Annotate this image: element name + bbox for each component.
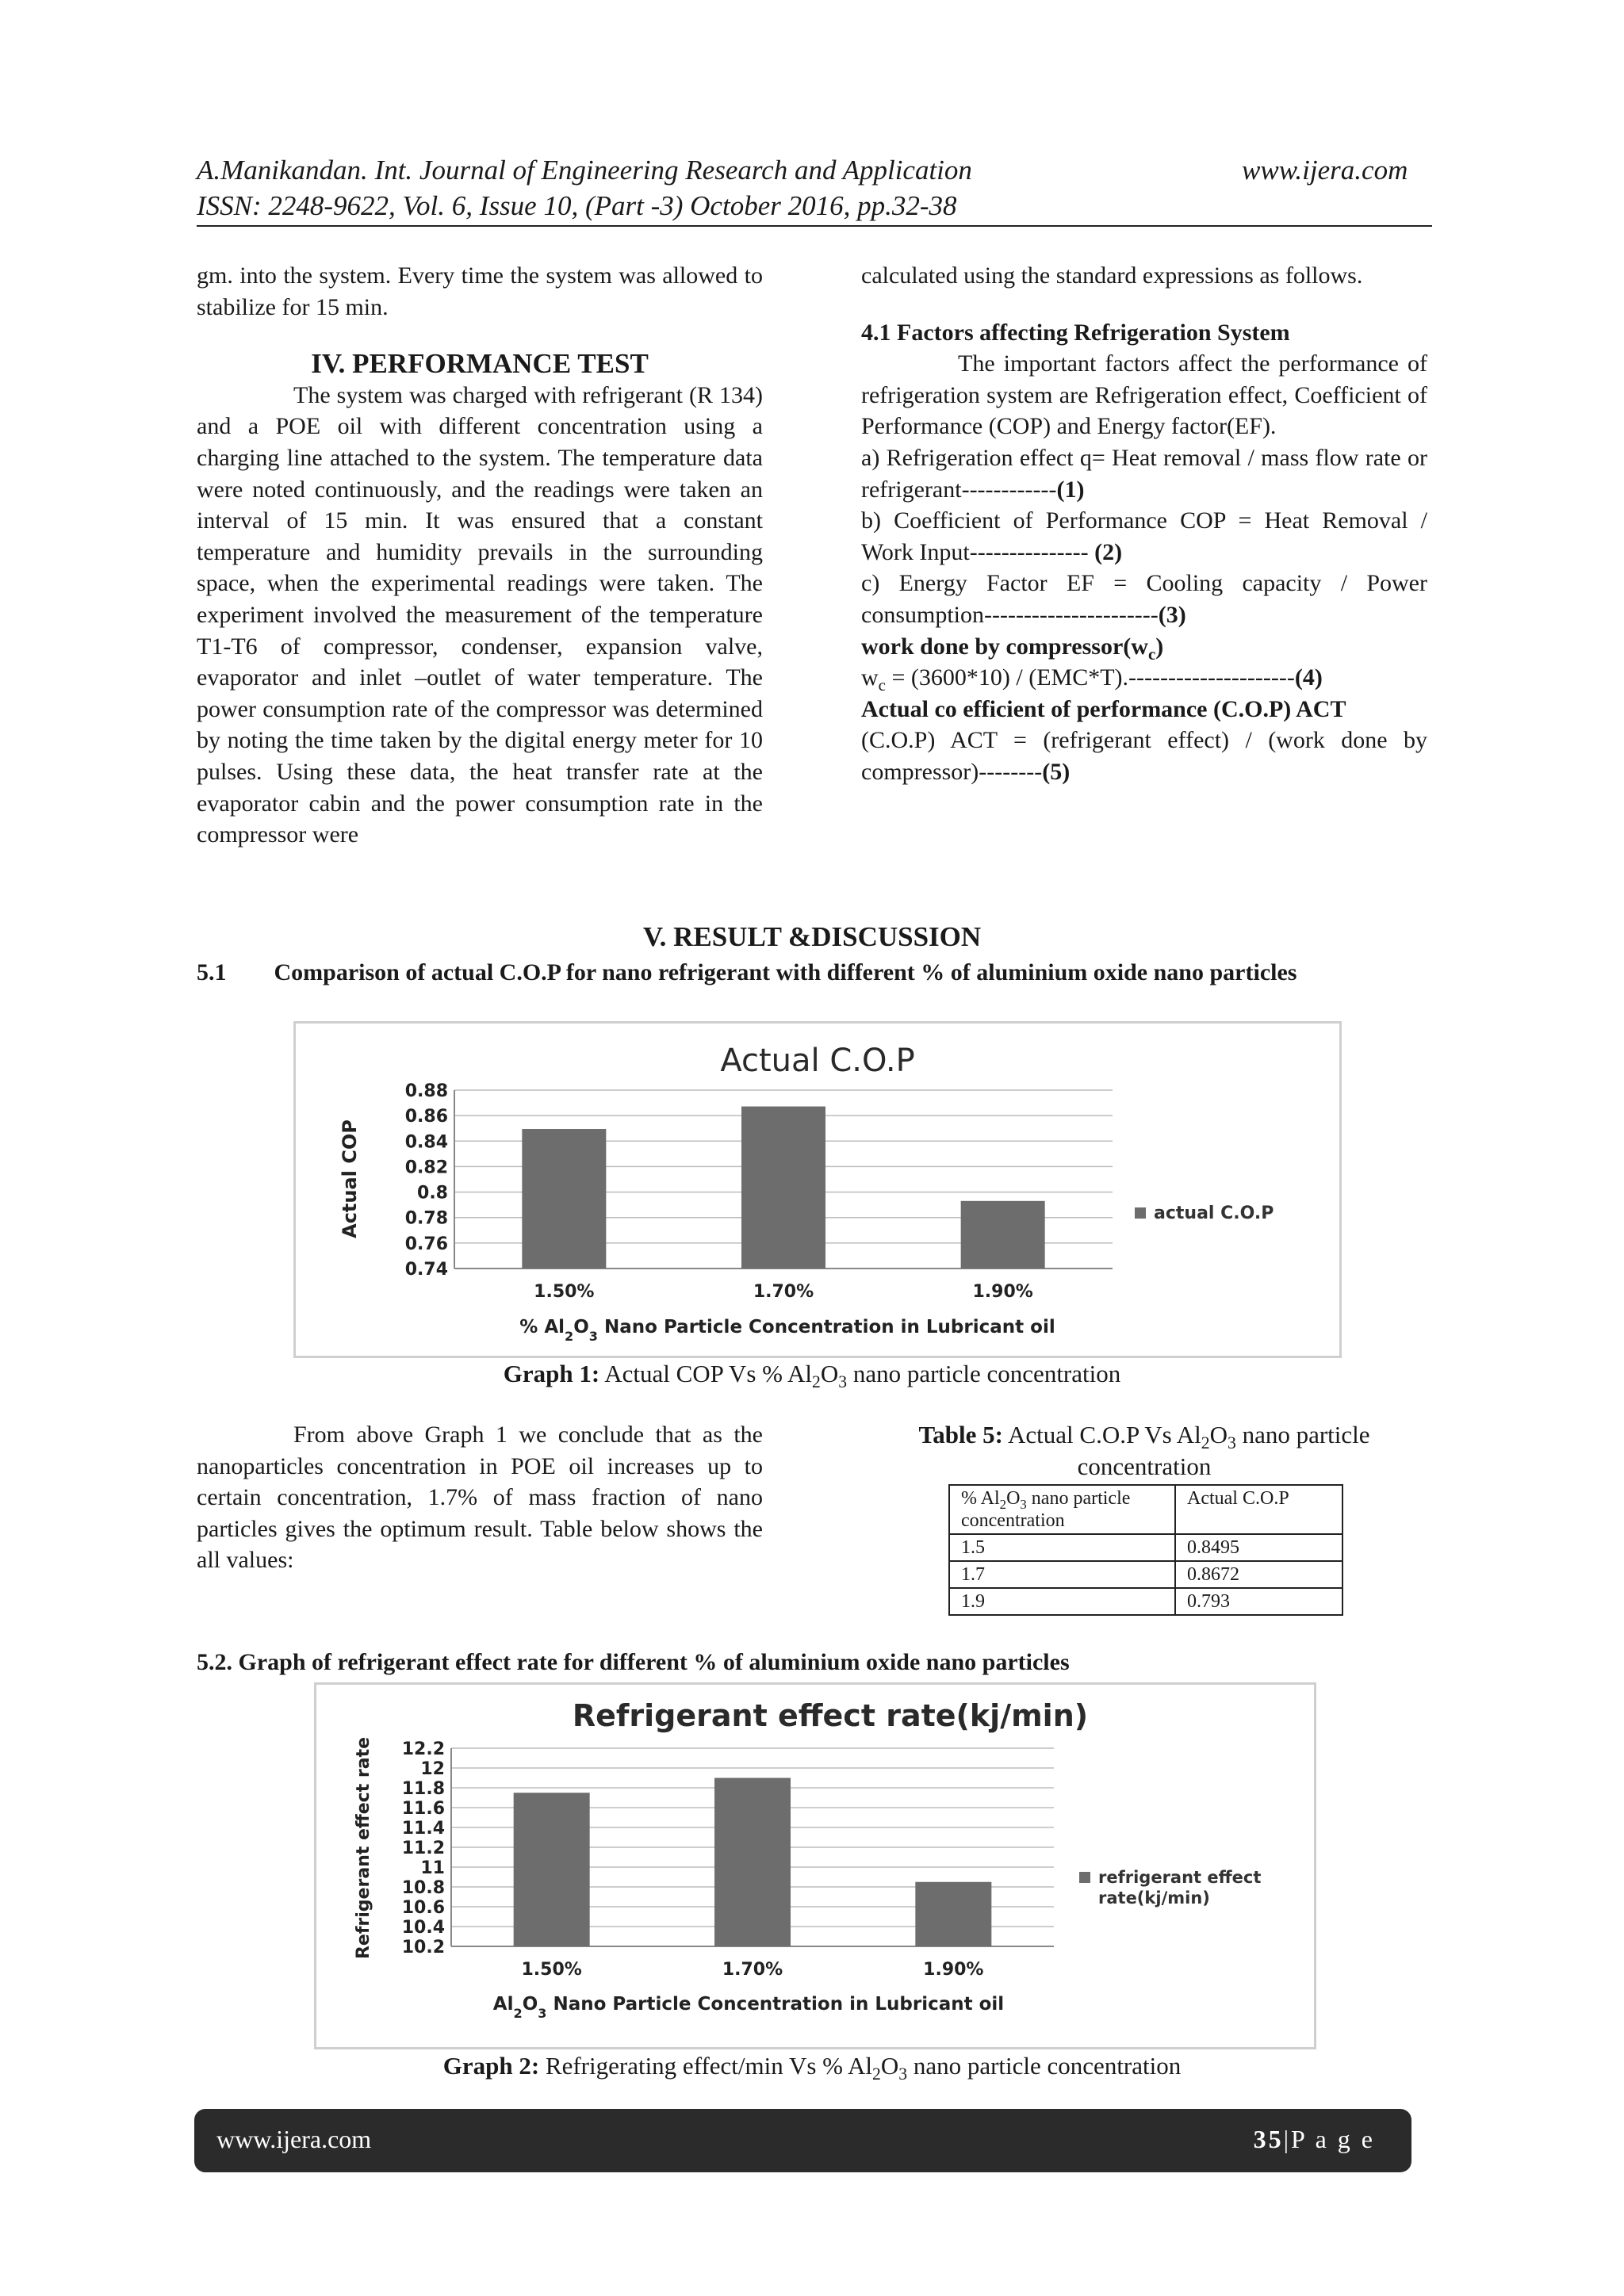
y-tick-label: 10.8: [401, 1878, 445, 1898]
left-column: [197, 260, 763, 851]
y-tick-label: 11.6: [401, 1799, 445, 1819]
factors-paragraph: The important factors affect the performance of refrigeration system are Refrigeration effect, Coefficient of Performance (COP) and Energy factor(EF).: [861, 350, 1427, 440]
y-tick-label: 11.8: [401, 1779, 445, 1799]
y-tick-label: 11.2: [401, 1839, 445, 1858]
header-journal-title: A.Manikandan. Int. Journal of Engineering Research and Application: [197, 155, 972, 186]
y-tick-label: 0.8: [417, 1183, 448, 1203]
table-row: [949, 1534, 1342, 1561]
y-tick-label: 10.2: [401, 1938, 445, 1957]
refrigerant-effect-chart-svg: [316, 1685, 1314, 2047]
x-tick-label: 1.90%: [972, 1282, 1033, 1302]
x-axis-label: % $Al_2O_3$ Nano Particle Concentration in Lubricant oil: [519, 1317, 1055, 1344]
y-tick-label: 0.84: [404, 1132, 448, 1153]
right-intro: calculated using the standard expressions as follows.: [861, 262, 1363, 289]
table-cell-cop: 0.8495: [1175, 1534, 1342, 1561]
page-footer: [194, 2109, 1411, 2172]
legend-swatch: [1135, 1207, 1146, 1219]
chart-title: Actual C.O.P: [720, 1043, 915, 1079]
y-tick-label: 10.6: [401, 1898, 445, 1918]
table-5-caption: Table 5: Actual C.O.P Vs $Al_2O_3$ nano particle concentration: [918, 1421, 1370, 1480]
equation-2: b) Coefficient of Performance COP = Heat Removal / Work Input--------------- (2): [861, 507, 1427, 565]
performance-test-body: The system was charged with refrigerant (R 134) and a POE oil with different concentration using a charging line attached to the system. The temperature data were noted continuously, and the readings were taken an interval of 15 min. It was ensured that a constant temperature and humidity prevails in the surrounding space, when the experimental readings were taken. The experiment involved the measurement of the temperature T1-T6 of compressor, condenser, expansion valve, evaporator and inlet –outlet of water temperature. The power consumption rate of the compressor was determined by noting the time taken by the digital energy meter for 10 pulses. Using these data, the heat transfer rate at the evaporator cabin and the power consumption rate in the compressor were: [197, 381, 763, 848]
y-tick-label: 0.78: [404, 1208, 448, 1229]
y-tick-label: 10.4: [401, 1918, 445, 1938]
header-website[interactable]: www.ijera.com: [1242, 155, 1408, 186]
graph-2-caption: Graph 2: Refrigerating effect/min Vs % $Al_2O_3$ nano particle concentration: [442, 2052, 1182, 2084]
actual-cop-label: Actual co efficient of performance (C.O.P) ACT: [861, 695, 1346, 722]
legend-label: refrigerant effect: [1098, 1868, 1262, 1887]
y-tick-label: 0.88: [404, 1081, 448, 1101]
y-tick-label: 0.86: [404, 1107, 448, 1127]
bar: [961, 1201, 1045, 1269]
bar: [915, 1882, 991, 1946]
bar: [714, 1778, 791, 1947]
y-tick-label: 0.82: [404, 1158, 448, 1178]
table-cell-concentration: 1.5: [949, 1534, 1175, 1561]
y-axis-label: Refrigerant effect rate: [354, 1736, 373, 1960]
x-tick-label: 1.70%: [722, 1960, 783, 1980]
legend-swatch: [1079, 1872, 1090, 1883]
section-iv-title: IV. PERFORMANCE TEST: [311, 348, 649, 380]
table-header-row: [949, 1485, 1342, 1534]
conclusion-paragraph: From above Graph 1 we conclude that as the nanoparticles concentration in POE oil increases up to certain concentration, 1.7% of mass fraction of nano particles gives the optimum result. Table below shows the all values:: [197, 1422, 763, 1574]
equation-4: $w_c = (3600*10) / (EMC*T).---------------------(4)$: [861, 664, 1323, 695]
table-header-cop: Actual C.O.P: [1175, 1485, 1342, 1534]
table-cell-cop: 0.793: [1175, 1588, 1342, 1615]
table-row: [949, 1561, 1342, 1588]
subsection-4-1-title: 4.1 Factors affecting Refrigeration System: [861, 319, 1290, 346]
x-axis-label: $Al_2O_3$ Nano Particle Concentration in Lubricant oil: [492, 1994, 1005, 2021]
footer-page-number: 35|P a g e: [1253, 2125, 1375, 2153]
journal-header: [197, 154, 972, 187]
actual-cop-chart: [293, 1021, 1342, 1358]
bar: [741, 1107, 825, 1269]
table-row: [949, 1588, 1342, 1615]
work-done-label: work done by $compressor(w_c)$: [861, 633, 1164, 664]
y-tick-label: 0.76: [404, 1234, 448, 1254]
right-column: [861, 260, 1427, 788]
equation-3: c) Energy Factor EF = Cooling capacity / Power consumption----------------------(3): [861, 570, 1427, 628]
section-v-title: V. RESULT &DISCUSSION: [642, 921, 982, 952]
header-rule: [197, 225, 1432, 227]
refrigerant-effect-chart: [314, 1682, 1316, 2049]
y-tick-label: 11: [420, 1858, 445, 1878]
equation-5: (C.O.P) ACT = (refrigerant effect) / (work done by compressor)--------(5): [861, 727, 1427, 785]
table-cell-cop: 0.8672: [1175, 1561, 1342, 1588]
x-tick-label: 1.90%: [923, 1960, 984, 1980]
subsection-5-2-title: 5.2. Graph of refrigerant effect rate for different % of aluminium oxide nano particles: [197, 1649, 1070, 1675]
equation-1: a) Refrigeration effect q= Heat removal / mass flow rate or refrigerant------------(1): [861, 444, 1427, 503]
y-tick-label: 12.2: [401, 1739, 445, 1759]
y-tick-label: 0.74: [404, 1260, 448, 1280]
graph-1-caption: Graph 1: Actual COP Vs % $Al_2O_3$ nano particle concentration: [503, 1360, 1121, 1392]
actual-cop-chart-svg: [296, 1024, 1339, 1356]
bar: [522, 1129, 606, 1269]
bar: [514, 1793, 590, 1946]
legend-label: actual C.O.P: [1154, 1203, 1274, 1223]
header-issn: ISSN: 2248-9622, Vol. 6, Issue 10, (Part -3) October 2016, pp.32-38: [197, 190, 957, 221]
table-header-concentration: % $Al_2O_3$ nano particle concentration: [949, 1485, 1175, 1534]
x-tick-label: 1.50%: [534, 1282, 595, 1302]
y-axis-label: Actual COP: [339, 1119, 361, 1238]
y-tick-label: 11.4: [401, 1819, 445, 1839]
table-cell-concentration: 1.9: [949, 1588, 1175, 1615]
table-cell-concentration: 1.7: [949, 1561, 1175, 1588]
chart-title: Refrigerant effect rate(kj/min): [572, 1698, 1089, 1733]
legend-label: rate(kj/min): [1098, 1888, 1210, 1908]
y-tick-label: 12: [420, 1759, 445, 1779]
footer-website[interactable]: www.ijera.com: [216, 2125, 372, 2153]
x-tick-label: 1.70%: [753, 1282, 814, 1302]
subsection-5-1-title: 5.1 Comparison of actual C.O.P for nano refrigerant with different % of aluminium oxide nano particles: [197, 959, 1297, 985]
x-tick-label: 1.50%: [521, 1960, 582, 1980]
left-intro: gm. into the system. Every time the system was allowed to stabilize for 15 min.: [197, 262, 763, 320]
table-5: [948, 1484, 1343, 1616]
